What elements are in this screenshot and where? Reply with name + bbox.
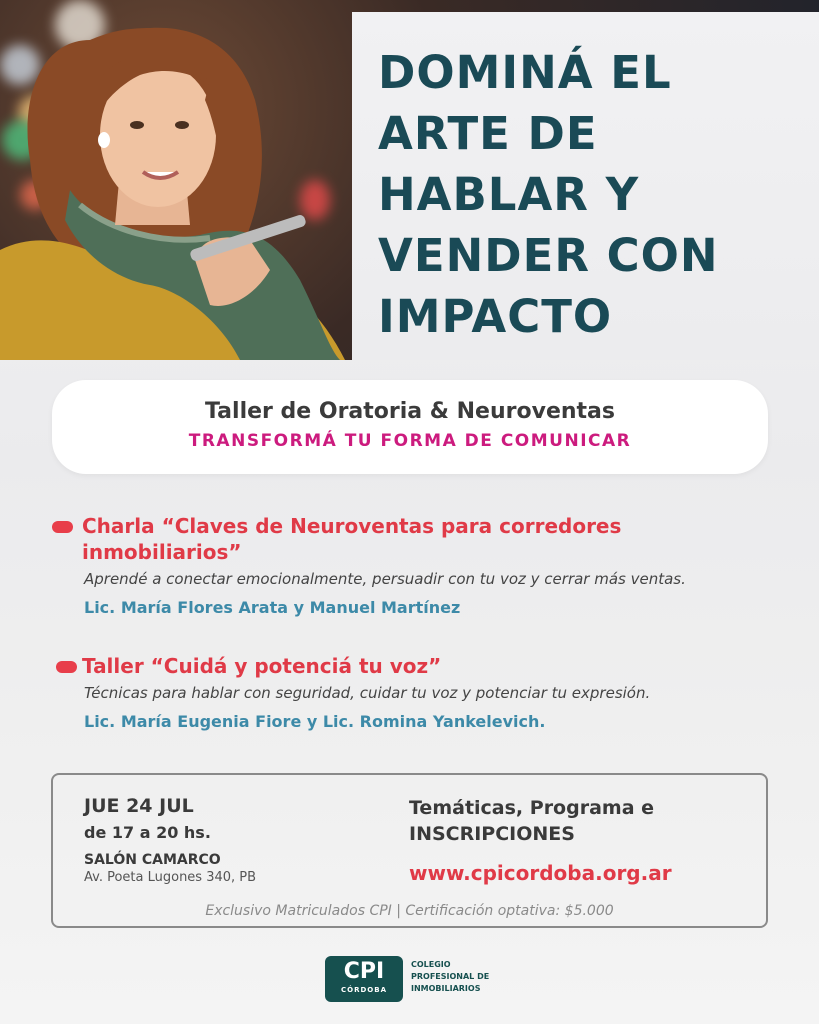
registration-link[interactable]: www.cpicordoba.org.ar [409, 861, 672, 885]
event-item [52, 513, 752, 617]
headline-line: DOMINÁ EL [378, 46, 672, 99]
logo-name-line: PROFESIONAL DE [411, 972, 490, 981]
event-venue: SALÓN CAMARCO [84, 852, 221, 868]
topics-heading [409, 795, 739, 847]
bullet-pill-icon [52, 521, 73, 533]
logo-name-line: INMOBILIARIOS [411, 984, 481, 993]
logo-name-line: COLEGIO [411, 960, 451, 969]
topics-line: INSCRIPCIONES [409, 823, 575, 845]
event-speakers: Lic. María Eugenia Fiore y Lic. Romina Yankelevich. [84, 712, 546, 731]
eligibility-note: Exclusivo Matriculados CPI | Certificación optativa: $5.000 [205, 903, 614, 919]
woman-on-phone-photo [0, 20, 350, 360]
logo-city: CÓRDOBA [341, 986, 387, 994]
headline-line: ARTE DE [378, 107, 598, 160]
event-item [52, 653, 752, 731]
event-date: JUE 24 JUL [84, 795, 194, 817]
headline-line: HABLAR Y [378, 168, 640, 221]
event-address: Av. Poeta Lugones 340, PB [84, 870, 257, 885]
event-description: Aprendé a conectar emocionalmente, persuadir con tu voz y cerrar más ventas. [84, 570, 686, 588]
logo-acronym: CPI [343, 959, 385, 984]
workshop-banner [52, 380, 768, 474]
logo-name [411, 959, 531, 995]
event-info-box [51, 773, 768, 928]
event-title: Taller “Cuidá y potenciá tu voz” [82, 654, 442, 678]
event-description: Técnicas para hablar con seguridad, cuidar tu voz y potenciar tu expresión. [84, 684, 651, 702]
event-title: Charla “Claves de Neuroventas para corredores inmobiliarios” [82, 514, 622, 564]
headline-line: IMPACTO [378, 290, 613, 343]
workshop-title: Taller de Oratoria & Neuroventas [205, 399, 615, 424]
hero-photo [0, 0, 819, 360]
headline-panel [352, 12, 819, 360]
headline-line: VENDER CON [378, 229, 719, 282]
workshop-subtitle: TRANSFORMÁ TU FORMA DE COMUNICAR [188, 431, 632, 451]
logo-badge [325, 956, 403, 1002]
topics-line: Temáticas, Programa e [409, 797, 655, 819]
cpi-logo [325, 956, 525, 1002]
event-speakers: Lic. María Flores Arata y Manuel Martínez [84, 598, 461, 617]
bullet-pill-icon [56, 661, 77, 673]
event-hours: de 17 a 20 hs. [84, 823, 211, 842]
